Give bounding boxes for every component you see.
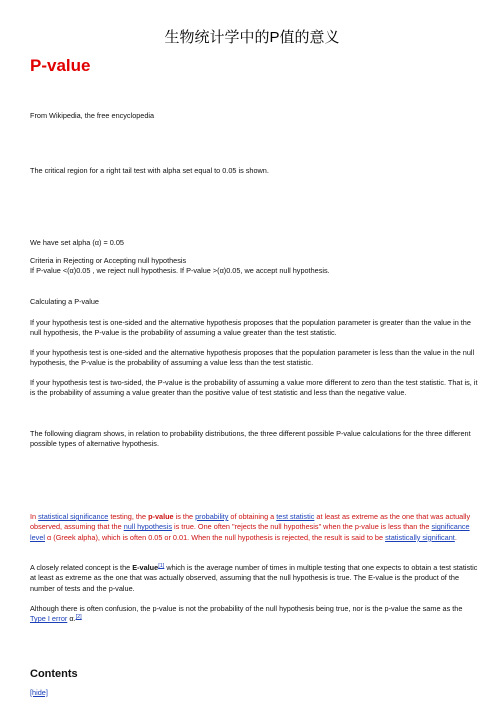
criteria-title: Criteria in Rejecting or Accepting null hypothesis: [30, 256, 187, 265]
intro-text: of obtaining a: [228, 512, 277, 521]
document-title: 生物统计学中的P值的意义: [164, 29, 340, 46]
reference-1-link[interactable]: [1]: [158, 563, 165, 569]
p-value-term: p-value: [148, 512, 174, 521]
contents-heading: Contents: [30, 668, 78, 680]
e-value-term: E-value: [132, 563, 159, 572]
e-value-paragraph: [30, 563, 478, 594]
null-hypothesis-link[interactable]: null hypothesis: [123, 522, 172, 532]
intro-text: .: [454, 532, 457, 542]
significance-level-link[interactable]: significance level: [30, 522, 470, 542]
article-heading: P-value: [30, 56, 91, 75]
calc-title: Calculating a P-value: [30, 297, 99, 306]
intro-text: at least as extreme as the one that was actually observed, assuming that the: [30, 512, 471, 532]
source-note: From Wikipedia, the free encyclopedia: [30, 111, 155, 120]
probability-link[interactable]: probability: [195, 512, 229, 521]
diagram-note: The following diagram shows, in relation to probability distributions, the three different possible P-value calculations for the three different possible types of alternative hypothesis.: [30, 429, 471, 449]
reference-2-link[interactable]: [2]: [75, 614, 82, 621]
statistical-significance-link[interactable]: statistical significance: [38, 512, 109, 521]
one-sided-greater-paragraph: If your hypothesis test is one-sided and the alternative hypothesis proposes that the population parameter is greater than the value in the null hypothesis, the P-value is the probability of assuming a value greater than the test statistic.: [30, 318, 471, 338]
intro-text: is true. One often "rejects the null hypothesis" when the p-value is less than the: [171, 522, 432, 532]
one-sided-less-paragraph: If your hypothesis test is one-sided and the alternative hypothesis proposes that the population parameter is less than the value in the null hypothesis, the P-value is the probability of assuming a value less than the test statistic.: [30, 348, 475, 368]
e-value-text: which is the average number of times in multiple testing that one expects to obtain a test statistic at least as extreme as the one that was actually observed, assuming that the null hypothesis is true. The E-value is the product of the number of tests and the p-value.: [30, 563, 478, 593]
e-value-text: A closely related concept is the: [30, 563, 133, 572]
statistically-significant-link[interactable]: statistically significant: [385, 532, 455, 542]
intro-text: α (Greek alpha), which is often 0.05 or 0.01. When the null hypothesis is rejected, the result is said to be: [45, 532, 386, 542]
type-i-error-link[interactable]: Type I error: [30, 614, 68, 624]
criteria-body: If P-value <(α)0.05 , we reject null hypothesis. If P-value >(α)0.05, we accept null hypothesis.: [30, 266, 330, 276]
intro-text: In: [30, 512, 39, 521]
intro-text: is the: [173, 512, 196, 521]
confusion-text: α.: [67, 614, 76, 624]
test-statistic-link[interactable]: test statistic: [276, 512, 315, 521]
alpha-setting: We have set alpha (α) = 0.05: [30, 238, 124, 247]
confusion-paragraph: [30, 604, 478, 625]
criteria-section: [30, 256, 478, 277]
two-sided-paragraph: If your hypothesis test is two-sided, the P-value is the probability of assuming a value more different to zero than the test statistic. That is, it is the probability of assuming a value greater than the positive value of test statistic and less than the negative value.: [30, 378, 478, 398]
confusion-text: Although there is often confusion, the p-value is not the probability of the null hypothesis being true, nor is the p-value the same as the: [30, 604, 463, 613]
intro-paragraph: [30, 512, 478, 543]
intro-text: testing, the: [108, 512, 149, 521]
hide-contents-link[interactable]: [hide]: [30, 688, 48, 697]
critical-region-caption: The critical region for a right tail test with alpha set equal to 0.05 is shown.: [30, 166, 269, 175]
